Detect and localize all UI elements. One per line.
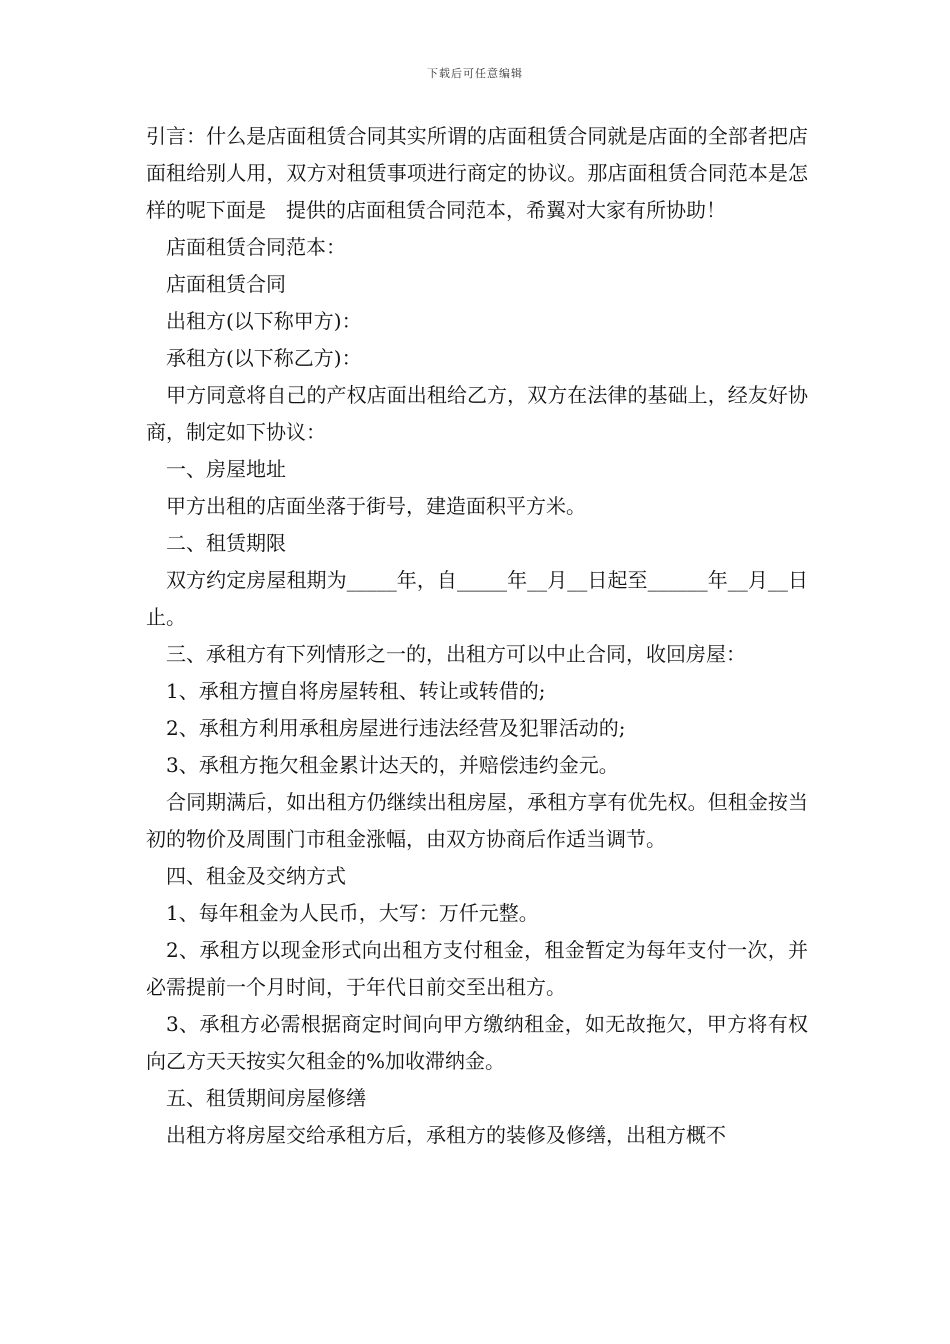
paragraph-lessor: 出租方(以下称甲方)： <box>166 309 362 333</box>
list-item: 3、承租方必需根据商定时间向甲方缴纳租金，如无故拖欠，甲方将有权向乙方天天按实欠租金的%加收滞纳金。 <box>146 1012 808 1073</box>
paragraph-contract-title: 店面租赁合同 <box>166 272 286 296</box>
page-header: 下载后可任意编辑 <box>427 67 523 80</box>
paragraph-address: 甲方出租的店面坐落于街号，建造面积平方米。 <box>166 494 586 518</box>
section-heading-address: 一、房屋地址 <box>166 457 286 481</box>
paragraph-agreement: 甲方同意将自己的产权店面出租给乙方，双方在法律的基础上，经友好协商，制定如下协议： <box>146 383 808 444</box>
section-heading-rent: 四、租金及交纳方式 <box>166 864 346 888</box>
paragraph-template-title: 店面租赁合同范本： <box>166 235 346 259</box>
section-heading-termination: 三、承租方有下列情形之一的，出租方可以中止合同，收回房屋： <box>166 642 746 666</box>
paragraph-intro: 引言：什么是店面租赁合同其实所谓的店面租赁合同就是店面的全部者把店面租给别人用，双方对租赁事项进行商定的协议。那店面租赁合同范本是怎样的呢下面是 提供的店面租赁合同范本，希翼对大家有所协助！ <box>146 124 808 222</box>
document-body <box>146 118 808 1154</box>
list-item: 3、承租方拖欠租金累计达天的，并赔偿违约金元。 <box>166 753 619 777</box>
paragraph-term: 双方约定房屋租期为_____年，自_____年__月__日起至______年__月__日止。 <box>146 568 808 629</box>
list-item: 1、承租方擅自将房屋转租、转让或转借的; <box>166 679 546 703</box>
paragraph-renewal: 合同期满后，如出租方仍继续出租房屋，承租方享有优先权。但租金按当初的物价及周围门市租金涨幅，由双方协商后作适当调节。 <box>146 790 808 851</box>
list-item: 1、每年租金为人民币，大写：万仟元整。 <box>166 901 539 925</box>
section-heading-term: 二、租赁期限 <box>166 531 286 555</box>
paragraph-lessee: 承租方(以下称乙方)： <box>166 346 362 370</box>
section-heading-repairs: 五、租赁期间房屋修缮 <box>166 1086 366 1110</box>
paragraph-repairs: 出租方将房屋交给承租方后，承租方的装修及修缮，出租方概不 <box>166 1123 726 1147</box>
list-item: 2、承租方以现金形式向出租方支付租金，租金暂定为每年支付一次，并必需提前一个月时间，于年代日前交至出租方。 <box>146 938 808 999</box>
list-item: 2、承租方利用承租房屋进行违法经营及犯罪活动的; <box>166 716 626 740</box>
